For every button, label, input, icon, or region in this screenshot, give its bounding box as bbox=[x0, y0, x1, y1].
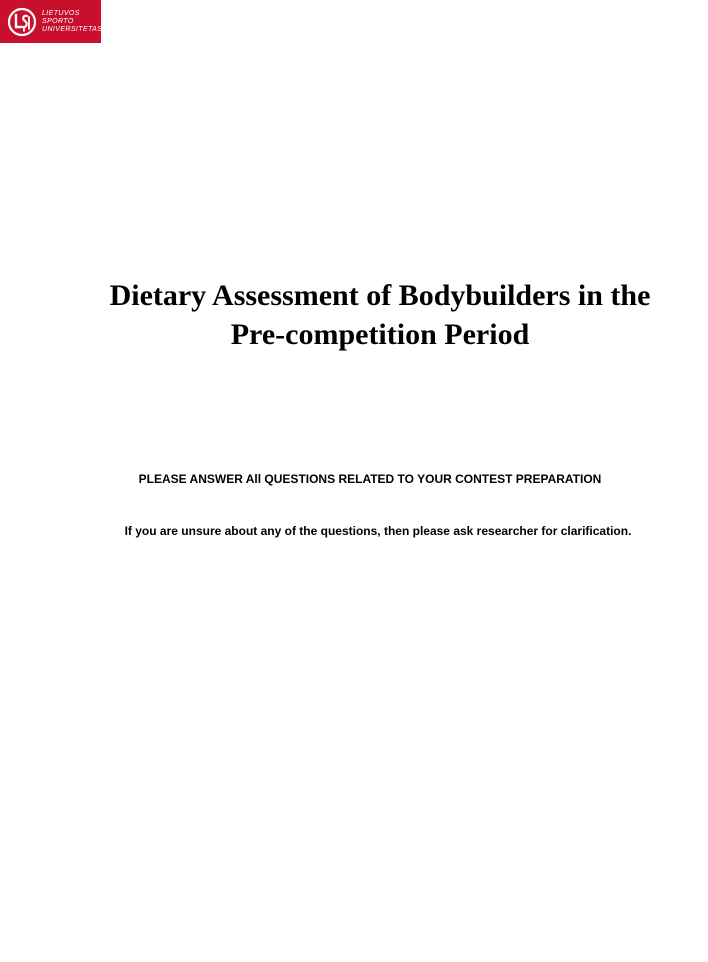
primary-instruction: PLEASE ANSWER All QUESTIONS RELATED TO YOUR CONTEST PREPARATION bbox=[138, 472, 602, 486]
lsu-emblem-icon bbox=[7, 7, 37, 37]
title-line-2: Pre-competition Period bbox=[230, 318, 530, 351]
university-logo bbox=[0, 0, 101, 43]
logo-wordmark bbox=[42, 10, 102, 34]
title-line-1: Dietary Assessment of Bodybuilders in the bbox=[109, 279, 651, 312]
logo-line: UNIVERSITETAS bbox=[42, 25, 103, 33]
logo-line: LIETUVOS bbox=[42, 9, 80, 17]
logo-line: SPORTO bbox=[42, 17, 74, 25]
document-title bbox=[40, 276, 708, 354]
secondary-instruction: If you are unsure about any of the questions, then please ask researcher for clarification. bbox=[124, 524, 632, 538]
